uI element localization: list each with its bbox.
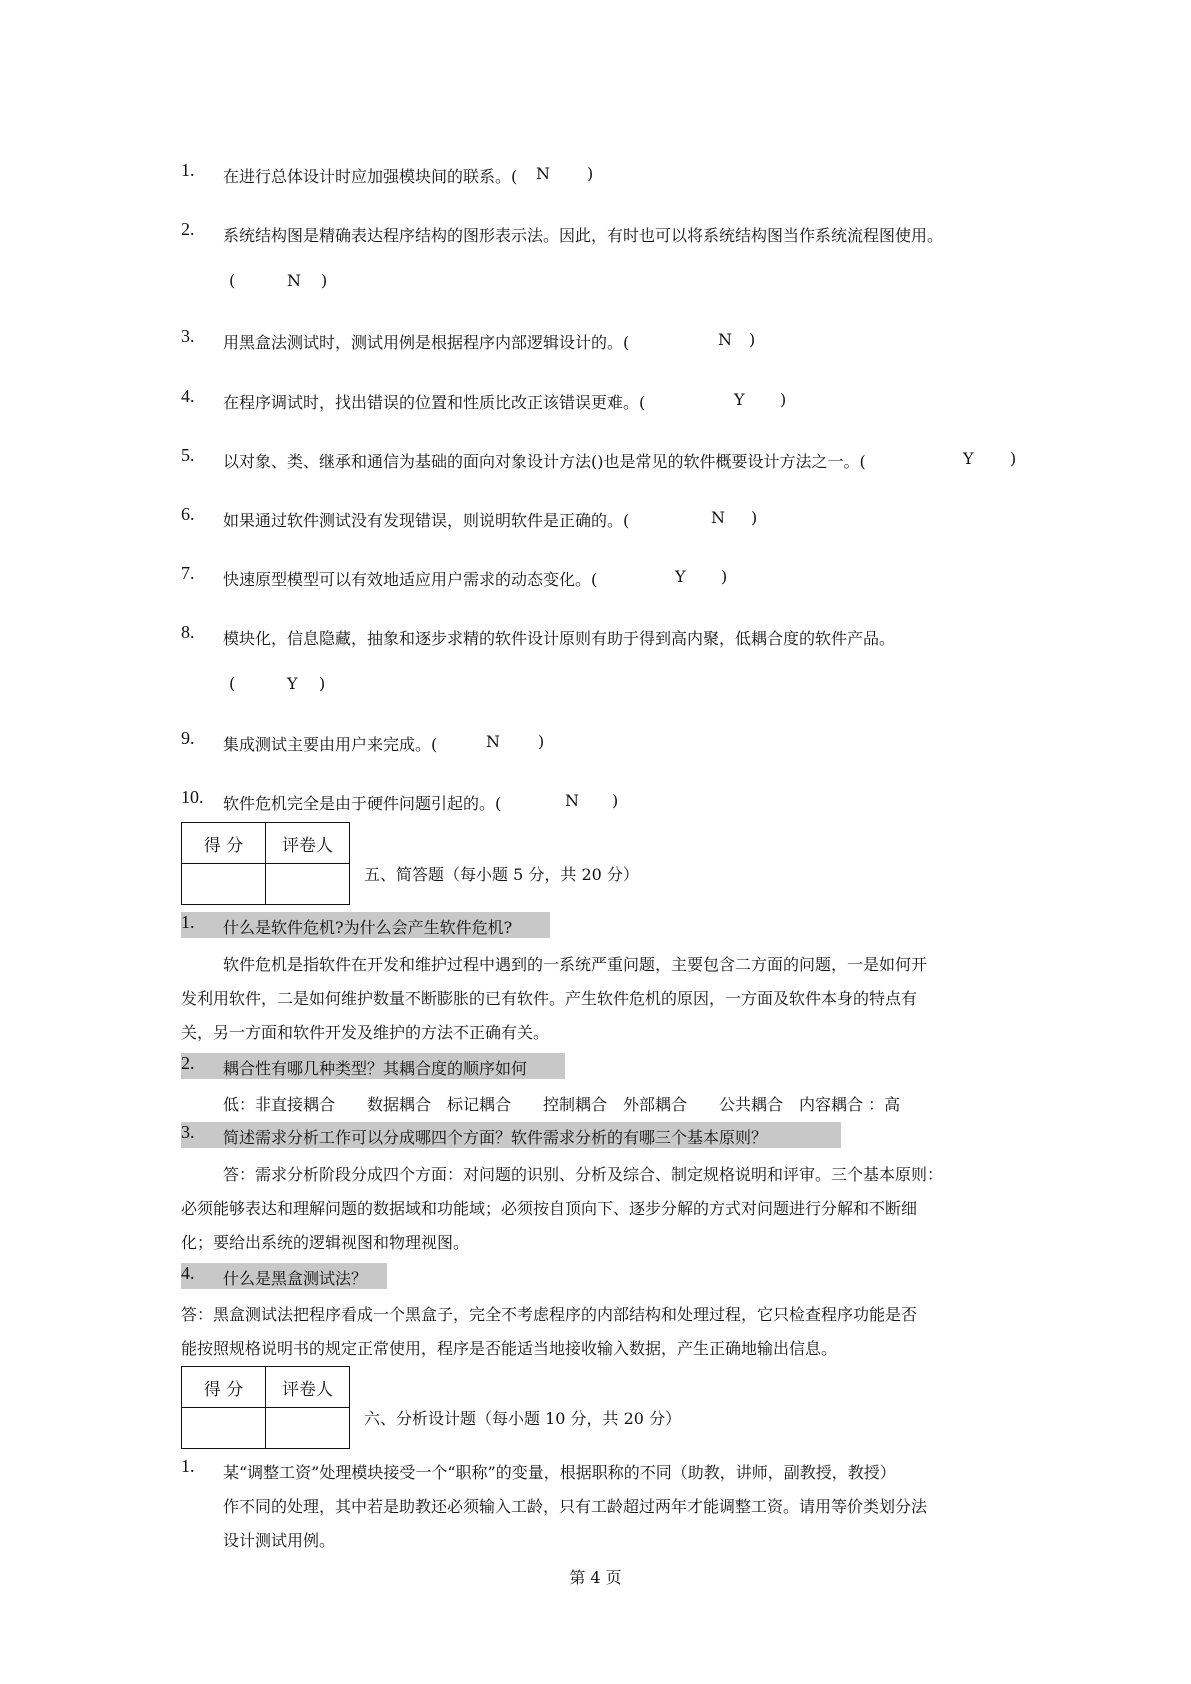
item-answer: N [486,732,500,751]
item-answer: N [718,330,732,349]
item-text: 用黑盒法测试时，测试用例是根据程序内部逻辑设计的。( [223,333,630,352]
answer-line: 关，另一方面和软件开发及维护的方法不正确有关。 [181,1023,550,1042]
item-close-paren: ) [319,674,326,693]
item-number: 8. [181,622,195,642]
question-text: 什么是软件危机?为什么会产生软件危机? [223,918,513,937]
question-heading [181,1122,841,1148]
item-number: 2. [181,219,195,239]
item-answer: N [565,791,579,810]
item-number: 4. [181,386,195,406]
item-close-paren: ) [749,330,756,349]
question-number: 1. [181,912,195,932]
item-text: 软件危机完全是由于硬件问题引起的。( [223,794,502,813]
item-text: 快速原型模型可以有效地适应用户需求的动态变化。( [223,570,598,589]
item-answer: N [287,271,301,290]
item-number: 9. [181,728,195,748]
question-text: 简述需求分析工作可以分成哪四个方面？软件需求分析的有哪三个基本原则？ [223,1128,768,1147]
question-number: 4. [181,1263,195,1283]
answer-line: 低：非直接耦合 数据耦合 标记耦合 控制耦合 外部耦合 公共耦合 内容耦合 ：高 [223,1095,901,1114]
score-table [181,822,350,905]
question-number: 2. [181,1053,195,1073]
item-number: 3. [181,326,195,346]
item-number: 6. [181,504,195,524]
item-answer: Y [675,567,686,586]
item-text: 模块化，信息隐藏，抽象和逐步求精的软件设计原则有助于得到高内聚，低耦合度的软件产品。 [223,629,896,648]
question-heading [181,1053,565,1079]
item-answer: Y [963,449,974,468]
item-close-paren: ) [780,390,787,409]
answer-line: 发利用软件，二是如何维护数量不断膨胀的已有软件。产生软件危机的原因，一方面及软件本身的特点有 [181,989,918,1008]
item-close-paren: ) [721,567,728,586]
item-text: 在进行总体设计时应加强模块间的联系。( [223,167,518,186]
grader-cell[interactable] [266,1408,350,1449]
item-text: 在程序调试时，找出错误的位置和性质比改正该错误更难。( [223,393,646,412]
item-close-paren: ) [751,508,758,527]
item-number: 10. [181,787,204,807]
score-table [181,1366,350,1449]
item-open-paren: ( [229,674,236,693]
question-text: 什么是黑盒测试法？ [223,1269,368,1288]
question-line: 作不同的处理，其中若是助教还必须输入工龄，只有工龄超过两年才能调整工资。请用等价类划分法 [223,1497,928,1516]
question-text: 耦合性有哪几种类型？其耦合度的顺序如何 [223,1059,528,1078]
grader-header: 评卷人 [266,823,350,864]
grader-header: 评卷人 [266,1367,350,1408]
item-answer: N [536,164,550,183]
item-close-paren: ) [612,791,619,810]
item-close-paren: ) [587,164,594,183]
item-number: 7. [181,563,195,583]
question-line: 某“调整工资”处理模块接受一个“职称”的变量，根据职称的不同（助教，讲师，副教授，教授） [223,1463,896,1482]
answer-line: 答：黑盒测试法把程序看成一个黑盒子，完全不考虑程序的内部结构和处理过程，它只检查程序功能是否 [181,1305,918,1324]
item-answer: Y [734,390,745,409]
item-answer: Y [287,674,298,693]
question-heading [181,912,550,938]
question-number: 1. [181,1456,195,1476]
item-close-paren: ) [321,271,328,290]
score-cell[interactable] [182,864,266,905]
item-close-paren: ) [538,732,545,751]
answer-line: 能按照规格说明书的规定正常使用，程序是否能适当地接收输入数据，产生正确地输出信息。 [181,1339,838,1358]
score-header: 得 分 [182,1367,266,1408]
item-text: 集成测试主要由用户来完成。( [223,735,438,754]
item-number: 5. [181,445,195,465]
question-heading [181,1263,387,1289]
section-title: 六、分析设计题（每小题 10 分，共 20 分） [364,1409,682,1428]
item-answer: N [711,508,725,527]
answer-line: 化；要给出系统的逻辑视图和物理视图。 [181,1233,470,1252]
answer-line: 必须能够表达和理解问题的数据域和功能域；必须按自顶向下、逐步分解的方式对问题进行分解和不断细 [181,1199,918,1218]
item-text: 以对象、类、继承和通信为基础的面向对象设计方法()也是常见的软件概要设计方法之一。( [223,452,866,471]
score-header: 得 分 [182,823,266,864]
score-cell[interactable] [182,1408,266,1449]
section-title: 五、简答题（每小题 5 分，共 20 分） [364,865,639,884]
item-text: 系统结构图是精确表达程序结构的图形表示法。因此，有时也可以将系统结构图当作系统流程图使用。 [223,226,944,245]
question-number: 3. [181,1122,195,1142]
answer-line: 答：需求分析阶段分成四个方面：对问题的识别、分析及综合、制定规格说明和评审。三个基本原则： [223,1165,944,1184]
page-number: 第 4 页 [569,1568,622,1587]
answer-line: 软件危机是指软件在开发和维护过程中遇到的一系统严重问题，主要包含二方面的问题，一是如何开 [223,955,928,974]
item-number: 1. [181,160,195,180]
item-open-paren: ( [229,271,236,290]
grader-cell[interactable] [266,864,350,905]
item-close-paren: ) [1010,449,1017,468]
item-text: 如果通过软件测试没有发现错误，则说明软件是正确的。( [223,511,630,530]
question-line: 设计测试用例。 [223,1531,336,1550]
